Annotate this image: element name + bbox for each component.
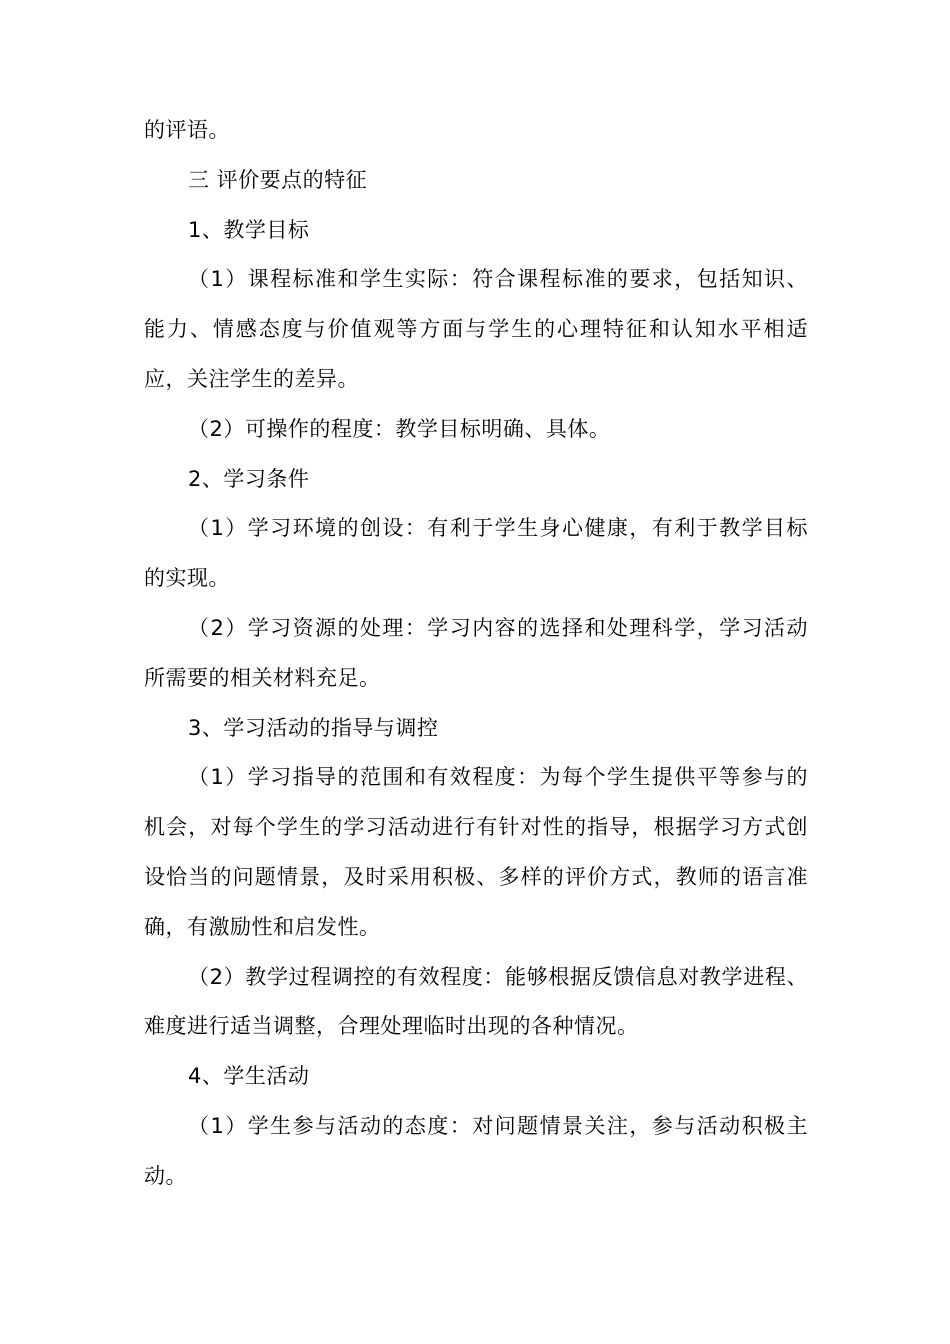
subheading-learning-guidance: 3、学习活动的指导与调控 [188,715,439,740]
text-line: 所需要的相关材料充足。 [144,665,381,690]
subheading-learning-conditions: 2、学习条件 [188,466,310,491]
text-line: 机会，对每个学生的学习活动进行有针对性的指导，根据学习方式创 [144,815,808,840]
section-heading: 三 评价要点的特征 [188,167,368,192]
text-line: 设恰当的问题情景，及时采用积极、多样的评价方式，教师的语言准 [144,864,808,889]
text-line: （1）学习指导的范围和有效程度：为每个学生提供平等参与的 [188,765,808,790]
text-line: （1）课程标准和学生实际：符合课程标准的要求，包括知识、 [188,267,808,292]
paragraph-continuation: 的评语。 [144,118,230,142]
text-line: （2）教学过程调控的有效程度：能够根据反馈信息对教学进程、 [188,964,808,989]
subheading-student-activity: 4、学生活动 [188,1064,310,1089]
text-line: （1）学生参与活动的态度：对问题情景关注，参与活动积极主 [188,1113,808,1138]
document-body [144,106,808,1202]
text-line: （1）学习环境的创设：有利于学生身心健康，有利于教学目标 [188,516,808,541]
text-line: 确，有激励性和启发性。 [144,914,381,939]
text-line: 难度进行适当调整，合理处理临时出现的各种情况。 [144,1014,639,1039]
text-line: 应，关注学生的差异。 [144,366,359,391]
text-line: 的实现。 [144,566,230,591]
text-line: （2）可操作的程度：教学目标明确、具体。 [188,416,611,441]
subheading-teaching-goals: 1、教学目标 [188,217,310,242]
text-line: （2）学习资源的处理：学习内容的选择和处理科学，学习活动 [188,615,808,640]
text-line: 能力、情感态度与价值观等方面与学生的心理特征和认知水平相适 [144,317,808,342]
text-line: 动。 [144,1163,187,1188]
